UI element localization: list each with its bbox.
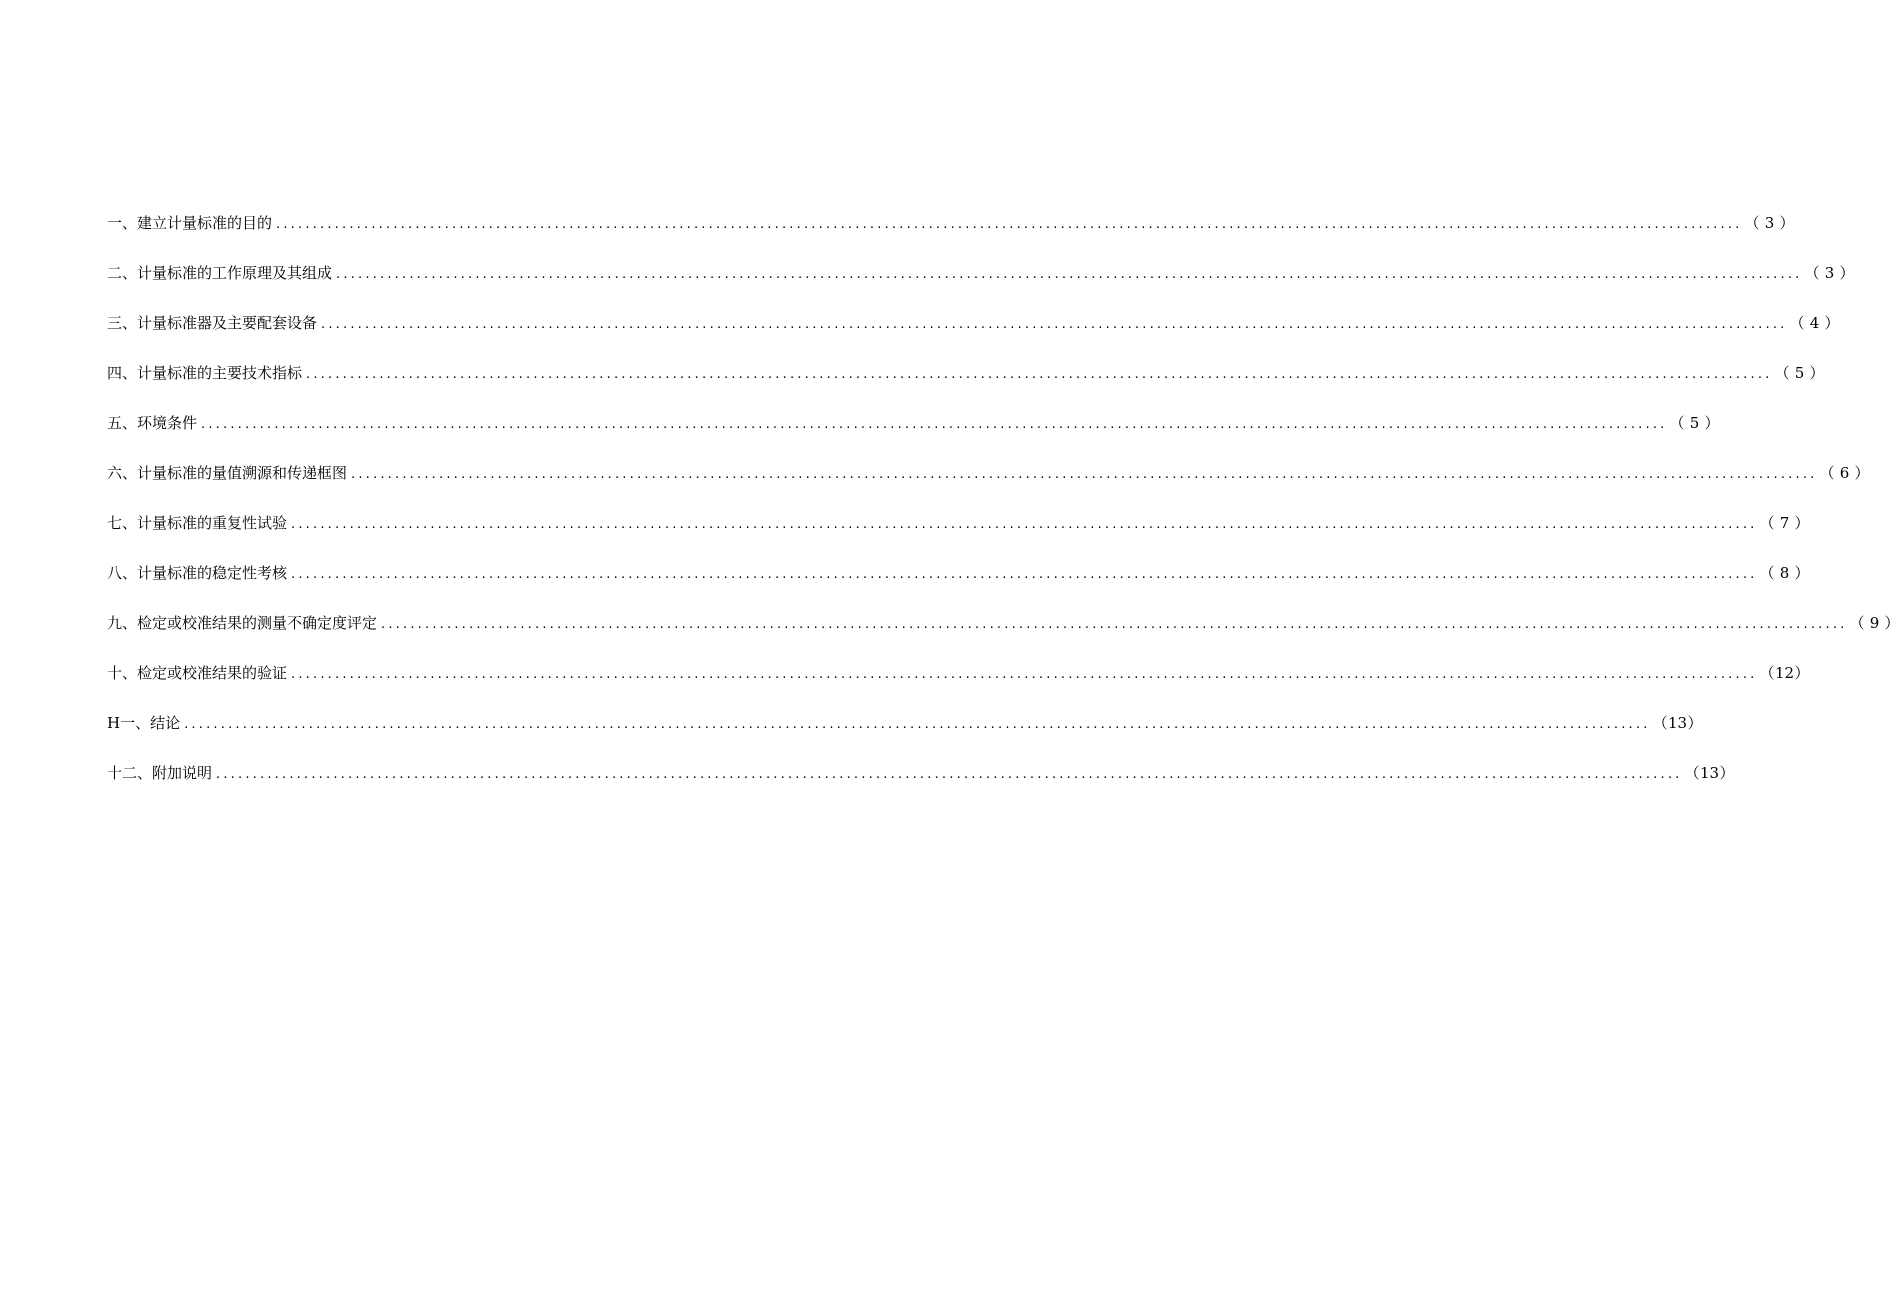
toc-entry — [107, 608, 1899, 658]
toc-page-number: 5 — [1794, 364, 1805, 382]
toc-dot-leader: ........................................................................................................................................................................................................ — [201, 417, 1668, 432]
toc-dot-leader: ........................................................................................................................................................................................................ — [184, 717, 1651, 732]
toc-page-ref: （ 5 ） — [1669, 408, 1719, 438]
toc-entry-title: 九、检定或校准结果的测量不确定度评定 — [107, 614, 378, 632]
toc-page-ref: （ 3 ） — [1744, 208, 1794, 238]
toc-entry-title: 一、建立计量标准的目的 — [107, 214, 273, 232]
toc-dot-leader: ........................................................................................................................................................................................................ — [276, 217, 1743, 232]
toc-entry-title: 六、计量标准的量值溯源和传递框图 — [107, 464, 348, 482]
toc-page-ref: （ 13 ） — [1684, 758, 1734, 788]
toc-entry — [107, 358, 1825, 408]
toc-page-number: 13 — [1668, 714, 1688, 732]
toc-entry — [107, 708, 1703, 758]
toc-page-ref: （ 4 ） — [1789, 308, 1839, 338]
toc-page-number: 8 — [1779, 564, 1790, 582]
toc-page-ref: （ 8 ） — [1759, 558, 1809, 588]
toc-entry — [107, 758, 1735, 808]
toc-entry-title: H一、结论 — [107, 714, 181, 732]
toc-page-number: 13 — [1699, 764, 1720, 782]
toc-dot-leader: ........................................................................................................................................................................................................ — [381, 617, 1848, 632]
toc-dot-leader: ........................................................................................................................................................................................................ — [306, 367, 1773, 382]
toc-entry — [107, 258, 1855, 308]
toc-page-number: 4 — [1809, 314, 1820, 332]
toc-dot-leader: ........................................................................................................................................................................................................ — [291, 567, 1758, 582]
toc-page-ref: （ 6 ） — [1819, 458, 1869, 488]
toc-page-ref: （ 12 ） — [1759, 658, 1809, 688]
toc-page-ref: （ 3 ） — [1804, 258, 1854, 288]
toc-entry — [107, 458, 1870, 508]
toc-page-ref: （ 9 ） — [1849, 608, 1899, 638]
toc-entry — [107, 558, 1810, 608]
toc-entry-title: 十、检定或校准结果的验证 — [107, 664, 288, 682]
toc-entry-title: 七、计量标准的重复性试验 — [107, 514, 288, 532]
toc-entry-title: 五、环境条件 — [107, 414, 198, 432]
toc-page-number: 7 — [1779, 514, 1790, 532]
toc-dot-leader: ........................................................................................................................................................................................................ — [336, 267, 1803, 282]
toc-page-ref: （ 13 ） — [1653, 708, 1703, 738]
toc-dot-leader: ........................................................................................................................................................................................................ — [291, 517, 1758, 532]
toc-dot-leader: ........................................................................................................................................................................................................ — [321, 317, 1788, 332]
toc-entry — [107, 208, 1795, 258]
toc-dot-leader: ........................................................................................................................................................................................................ — [351, 467, 1818, 482]
toc-entry-title: 八、计量标准的稳定性考核 — [107, 564, 288, 582]
toc-entry-title: 二、计量标准的工作原理及其组成 — [107, 264, 333, 282]
toc-page-ref: （ 5 ） — [1774, 358, 1824, 388]
toc-page-number: 9 — [1869, 614, 1880, 632]
toc-page-number: 3 — [1764, 214, 1775, 232]
toc-entry — [107, 408, 1720, 458]
toc-page-number: 3 — [1824, 264, 1835, 282]
toc-entry-title: 四、计量标准的主要技术指标 — [107, 364, 303, 382]
toc-page-number: 6 — [1839, 464, 1850, 482]
toc-entry — [107, 658, 1810, 708]
toc-page-number: 12 — [1774, 664, 1795, 682]
toc-dot-leader: ........................................................................................................................................................................................................ — [291, 667, 1758, 682]
toc-page-ref: （ 7 ） — [1759, 508, 1809, 538]
toc-entry-title: 十二、附加说明 — [107, 764, 213, 782]
toc-dot-leader: ........................................................................................................................................................................................................ — [216, 767, 1683, 782]
toc-page-number: 5 — [1689, 414, 1700, 432]
toc-entry-title: 三、计量标准器及主要配套设备 — [107, 314, 318, 332]
toc-entry — [107, 308, 1840, 358]
table-of-contents — [107, 208, 1899, 808]
toc-entry — [107, 508, 1810, 558]
